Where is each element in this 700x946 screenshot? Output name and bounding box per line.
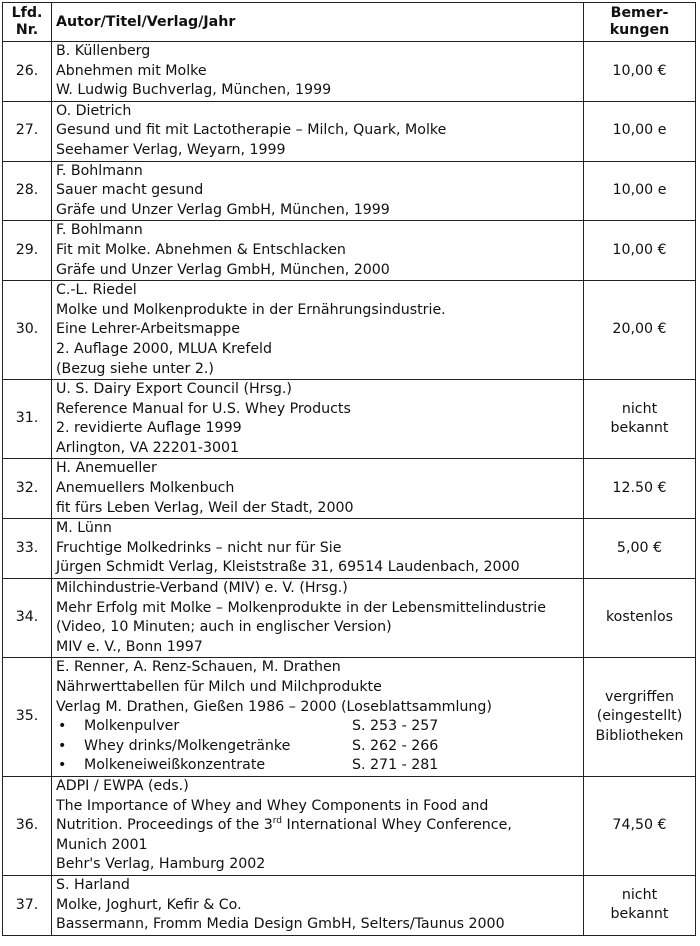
entry-line: Milchindustrie-Verband (MIV) e. V. (Hrsg.) bbox=[56, 580, 348, 597]
entry-line: F. Bohlmann bbox=[56, 162, 143, 179]
table-row bbox=[3, 42, 696, 102]
row-number: 37. bbox=[3, 875, 52, 935]
entry-details bbox=[52, 42, 584, 102]
bullet-label: Molkenpulver bbox=[84, 718, 180, 735]
remark: 20,00 € bbox=[584, 281, 696, 380]
entry-line: Mehr Erfolg mit Molke – Molkenprodukte in der Lebensmittelindustrie bbox=[56, 599, 546, 616]
entry-line: Nährwerttabellen für Milch und Milchprodukte bbox=[56, 679, 382, 695]
entry-line: B. Küllenberg bbox=[56, 43, 151, 59]
remark: 10,00 e bbox=[584, 101, 696, 161]
bullet-pages: S. 262 - 266 bbox=[352, 737, 439, 754]
table-row bbox=[3, 380, 696, 459]
entry-line: Reference Manual for U.S. Whey Products bbox=[56, 400, 351, 417]
entry-line: (Bezug siehe unter 2.) bbox=[56, 360, 214, 377]
entry-line: Eine Lehrer-Arbeitsmappe bbox=[56, 321, 240, 338]
table-row bbox=[3, 658, 696, 777]
entry-details bbox=[52, 776, 584, 875]
remark: 10,00 e bbox=[584, 161, 696, 221]
entry-line: E. Renner, A. Renz-Schauen, M. Drathen bbox=[56, 659, 341, 676]
entry-line: Seehamer Verlag, Weyarn, 1999 bbox=[56, 141, 286, 158]
bullet-item bbox=[56, 737, 579, 757]
row-number: 27. bbox=[3, 101, 52, 161]
entry-line: Gesund und fit mit Lactotherapie – Milch, Quark, Molke bbox=[56, 122, 447, 139]
table-header-row bbox=[3, 3, 696, 42]
entry-line: C.-L. Riedel bbox=[56, 282, 137, 299]
entry-line: 2. Auflage 2000, MLUA Krefeld bbox=[56, 340, 273, 357]
bullet-item bbox=[56, 717, 579, 737]
entry-line: Anemuellers Molkenbuch bbox=[56, 480, 235, 497]
entry-line: Munich 2001 bbox=[56, 836, 148, 853]
entry-line: Bassermann, Fromm Media Design GmbH, Selters/Taunus 2000 bbox=[56, 916, 505, 933]
entry-details bbox=[52, 101, 584, 161]
entry-line: Gräfe und Unzer Verlag GmbH, München, 2000 bbox=[56, 261, 390, 278]
bullet-item bbox=[56, 756, 579, 776]
entry-text: International Whey Conference, bbox=[282, 817, 512, 834]
remark: nicht bekannt bbox=[584, 875, 696, 935]
literature-table bbox=[2, 2, 696, 936]
entry-line: Fit mit Molke. Abnehmen & Entschlacken bbox=[56, 241, 346, 258]
remark: vergriffen (eingestellt) Bibliotheken bbox=[584, 658, 696, 777]
ordinal-superscript: rd bbox=[272, 816, 283, 827]
bullet-label: Whey drinks/Molkengetränke bbox=[84, 737, 291, 754]
entry-line: W. Ludwig Buchverlag, München, 1999 bbox=[56, 82, 332, 99]
row-number: 33. bbox=[3, 519, 52, 579]
entry-line: Jürgen Schmidt Verlag, Kleiststraße 31, 69514 Laudenbach, 2000 bbox=[56, 559, 520, 576]
remark: nicht bekannt bbox=[584, 380, 696, 459]
entry-line: MIV e. V., Bonn 1997 bbox=[56, 638, 203, 655]
entry-line: Gräfe und Unzer Verlag GmbH, München, 1999 bbox=[56, 201, 390, 218]
remark: 12.50 € bbox=[584, 459, 696, 519]
bullet-icon: • bbox=[58, 718, 67, 735]
entry-line: (Video, 10 Minuten; auch in englischer Version) bbox=[56, 619, 392, 636]
header-nr: Lfd. Nr. bbox=[3, 3, 52, 42]
entry-line: The Importance of Whey and Whey Components in Food and bbox=[56, 797, 489, 814]
entry-details bbox=[52, 579, 584, 658]
table-row bbox=[3, 875, 696, 935]
entry-line: Abnehmen mit Molke bbox=[56, 62, 207, 79]
entry-line: Fruchtige Molkedrinks – nicht nur für Sie bbox=[56, 539, 342, 556]
entry-line: Verlag M. Drathen, Gießen 1986 – 2000 (Loseblattsammlung) bbox=[56, 698, 492, 715]
entry-line: O. Dietrich bbox=[56, 102, 132, 119]
bullet-pages: S. 271 - 281 bbox=[352, 757, 439, 774]
entry-line: S. Harland bbox=[56, 876, 130, 893]
table-row bbox=[3, 281, 696, 380]
entry-details bbox=[52, 459, 584, 519]
entry-line: M. Lünn bbox=[56, 520, 112, 537]
remark: 5,00 € bbox=[584, 519, 696, 579]
header-author: Autor/Titel/Verlag/Jahr bbox=[52, 3, 584, 42]
bullet-icon: • bbox=[58, 757, 67, 774]
row-number: 35. bbox=[3, 658, 52, 777]
entry-line: Behr's Verlag, Hamburg 2002 bbox=[56, 856, 266, 873]
entry-line: U. S. Dairy Export Council (Hrsg.) bbox=[56, 381, 292, 398]
entry-details bbox=[52, 281, 584, 380]
row-number: 26. bbox=[3, 42, 52, 102]
entry-line bbox=[56, 816, 579, 836]
entry-details bbox=[52, 380, 584, 459]
entry-line: Molke und Molkenprodukte in der Ernährungsindustrie. bbox=[56, 301, 446, 318]
remark: kostenlos bbox=[584, 579, 696, 658]
entry-line: fit fürs Leben Verlag, Weil der Stadt, 2000 bbox=[56, 499, 354, 516]
remark: 10,00 € bbox=[584, 221, 696, 281]
entry-line: Arlington, VA 22201-3001 bbox=[56, 439, 240, 456]
entry-details bbox=[52, 161, 584, 221]
bullet-icon: • bbox=[58, 737, 67, 754]
row-number: 34. bbox=[3, 579, 52, 658]
entry-details bbox=[52, 519, 584, 579]
bullet-pages: S. 253 - 257 bbox=[352, 718, 439, 735]
table-row bbox=[3, 579, 696, 658]
entry-details bbox=[52, 658, 584, 777]
table-row bbox=[3, 161, 696, 221]
entry-details bbox=[52, 221, 584, 281]
bullet-label: Molkeneiweißkonzentrate bbox=[84, 757, 266, 774]
remark: 10,00 € bbox=[584, 42, 696, 102]
entry-line: H. Anemueller bbox=[56, 460, 157, 477]
table-row bbox=[3, 519, 696, 579]
entry-details bbox=[52, 875, 584, 935]
entry-line: F. Bohlmann bbox=[56, 222, 143, 239]
table-row bbox=[3, 776, 696, 875]
row-number: 28. bbox=[3, 161, 52, 221]
entry-line: 2. revidierte Auflage 1999 bbox=[56, 420, 242, 437]
row-number: 31. bbox=[3, 380, 52, 459]
entry-line: ADPI / EWPA (eds.) bbox=[56, 777, 189, 794]
header-remarks: Bemer- kungen bbox=[584, 3, 696, 42]
entry-line: Sauer macht gesund bbox=[56, 182, 204, 199]
row-number: 29. bbox=[3, 221, 52, 281]
table-row bbox=[3, 221, 696, 281]
entry-text: Nutrition. Proceedings of the 3 bbox=[56, 817, 273, 834]
table-row bbox=[3, 101, 696, 161]
remark: 74,50 € bbox=[584, 776, 696, 875]
row-number: 32. bbox=[3, 459, 52, 519]
row-number: 36. bbox=[3, 776, 52, 875]
table-row bbox=[3, 459, 696, 519]
entry-line: Molke, Joghurt, Kefir & Co. bbox=[56, 896, 242, 913]
row-number: 30. bbox=[3, 281, 52, 380]
